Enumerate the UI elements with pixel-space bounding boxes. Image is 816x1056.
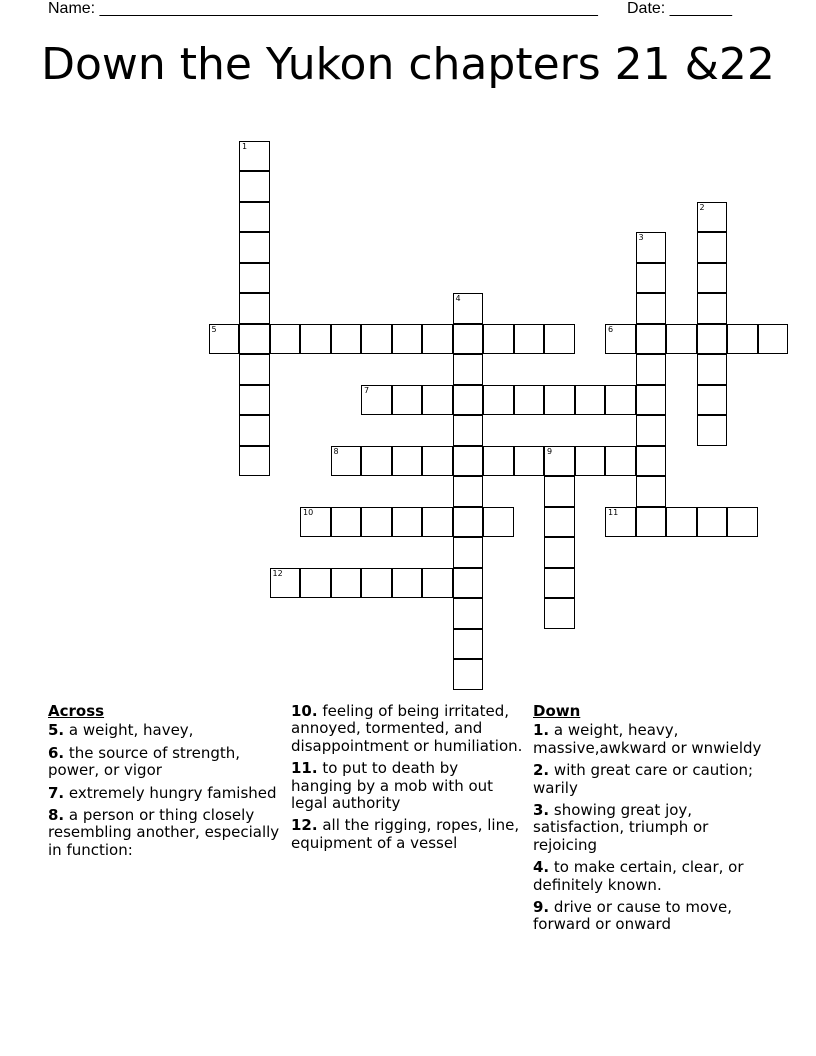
clue-text: to put to death by hanging by a mob with out legal authority bbox=[291, 759, 494, 813]
grid-cell[interactable] bbox=[392, 507, 423, 538]
grid-cell[interactable] bbox=[483, 385, 514, 416]
cell-number: 1 bbox=[242, 141, 248, 151]
clue-across-6 bbox=[48, 745, 280, 780]
grid-cell[interactable] bbox=[697, 263, 728, 294]
cell-number: 8 bbox=[333, 446, 339, 456]
cell-number: 10 bbox=[303, 507, 314, 517]
grid-cell[interactable] bbox=[636, 476, 667, 507]
grid-cell[interactable] bbox=[453, 293, 484, 324]
down-heading: Down bbox=[533, 702, 581, 720]
grid-cell[interactable] bbox=[239, 263, 270, 294]
down-clues-column bbox=[533, 703, 765, 939]
clue-text: to make certain, clear, or definitely known. bbox=[533, 858, 744, 894]
grid-cell[interactable] bbox=[453, 537, 484, 568]
grid-cell[interactable] bbox=[544, 598, 575, 629]
grid-cell[interactable] bbox=[575, 385, 606, 416]
cell-number: 3 bbox=[638, 233, 644, 242]
grid-cell[interactable] bbox=[544, 537, 575, 568]
grid-cell[interactable] bbox=[300, 507, 331, 538]
clue-down-1 bbox=[533, 722, 765, 757]
clue-number: 1. bbox=[533, 721, 550, 740]
grid-cell[interactable] bbox=[239, 446, 270, 477]
grid-cell[interactable] bbox=[636, 263, 667, 294]
clue-across-5 bbox=[48, 722, 280, 739]
grid-cell[interactable] bbox=[270, 324, 301, 355]
grid-cell[interactable] bbox=[270, 568, 301, 599]
clue-text: all the rigging, ropes, line, equipment of a vessel bbox=[291, 816, 520, 852]
grid-cell[interactable] bbox=[636, 446, 667, 477]
clue-number: 6. bbox=[48, 743, 65, 762]
grid-cell[interactable] bbox=[605, 446, 636, 477]
clue-text: a weight, heavy, massive,awkward or wnwieldy bbox=[533, 721, 762, 757]
grid-cell[interactable] bbox=[697, 232, 728, 263]
grid-cell[interactable] bbox=[239, 415, 270, 446]
grid-cell[interactable] bbox=[544, 385, 575, 416]
clue-across-11 bbox=[291, 760, 523, 812]
grid-cell[interactable] bbox=[422, 446, 453, 477]
grid-cell[interactable] bbox=[361, 446, 392, 477]
grid-cell[interactable] bbox=[361, 507, 392, 538]
grid-cell[interactable] bbox=[331, 324, 362, 355]
grid-cell[interactable] bbox=[392, 446, 423, 477]
grid-cell[interactable] bbox=[361, 324, 392, 355]
grid-cell[interactable] bbox=[636, 507, 667, 538]
cell-number: 12 bbox=[272, 568, 283, 578]
grid-cell[interactable] bbox=[483, 507, 514, 538]
grid-cell[interactable] bbox=[514, 385, 545, 416]
grid-cell[interactable] bbox=[636, 232, 667, 263]
clue-down-9 bbox=[533, 899, 765, 934]
clue-number: 4. bbox=[533, 858, 550, 877]
grid-cell[interactable] bbox=[697, 385, 728, 416]
grid-cell[interactable] bbox=[697, 324, 728, 355]
cell-number: 2 bbox=[699, 202, 705, 212]
grid-cell[interactable] bbox=[514, 446, 545, 477]
grid-cell[interactable] bbox=[453, 476, 484, 507]
grid-cell[interactable] bbox=[453, 446, 484, 477]
clue-down-2 bbox=[533, 762, 765, 797]
grid-cell[interactable] bbox=[422, 324, 453, 355]
clue-text: a person or thing closely resembling another, especially in function: bbox=[48, 806, 280, 859]
grid-cell[interactable] bbox=[666, 324, 697, 355]
grid-cell[interactable] bbox=[453, 598, 484, 629]
grid-cell[interactable] bbox=[636, 324, 667, 355]
grid-cell[interactable] bbox=[239, 385, 270, 416]
grid-cell[interactable] bbox=[697, 202, 728, 233]
grid-cell[interactable] bbox=[544, 476, 575, 507]
grid-cell[interactable] bbox=[239, 202, 270, 233]
grid-cell[interactable] bbox=[331, 446, 362, 477]
across-heading: Across bbox=[48, 702, 105, 720]
grid-cell[interactable] bbox=[666, 507, 697, 538]
clue-number: 10. bbox=[291, 702, 318, 720]
across-clues-continued-column bbox=[291, 703, 523, 857]
grid-cell[interactable] bbox=[697, 354, 728, 385]
grid-cell[interactable] bbox=[636, 385, 667, 416]
cell-number: 6 bbox=[608, 324, 614, 334]
clue-text: with great care or caution; warily bbox=[533, 761, 754, 797]
grid-cell[interactable] bbox=[636, 293, 667, 324]
grid-cell[interactable] bbox=[361, 385, 392, 416]
grid-cell[interactable] bbox=[544, 446, 575, 477]
grid-cell[interactable] bbox=[514, 324, 545, 355]
clue-number: 5. bbox=[48, 721, 65, 740]
grid-cell[interactable] bbox=[239, 141, 270, 172]
grid-cell[interactable] bbox=[361, 568, 392, 599]
grid-cell[interactable] bbox=[422, 507, 453, 538]
grid-cell[interactable] bbox=[422, 385, 453, 416]
grid-cell[interactable] bbox=[239, 354, 270, 385]
grid-cell[interactable] bbox=[209, 324, 240, 355]
grid-cell[interactable] bbox=[453, 324, 484, 355]
grid-cell[interactable] bbox=[453, 629, 484, 660]
grid-cell[interactable] bbox=[453, 354, 484, 385]
clue-number: 9. bbox=[533, 898, 550, 917]
grid-cell[interactable] bbox=[392, 385, 423, 416]
grid-cell[interactable] bbox=[300, 568, 331, 599]
grid-cell[interactable] bbox=[544, 324, 575, 355]
grid-cell[interactable] bbox=[453, 415, 484, 446]
cell-number: 11 bbox=[608, 507, 619, 517]
grid-cell[interactable] bbox=[239, 324, 270, 355]
clue-across-7 bbox=[48, 785, 280, 802]
grid-cell[interactable] bbox=[636, 354, 667, 385]
grid-cell[interactable] bbox=[483, 446, 514, 477]
clue-text: drive or cause to move, forward or onward bbox=[533, 898, 733, 934]
grid-cell[interactable] bbox=[727, 507, 758, 538]
clue-number: 12. bbox=[291, 816, 318, 835]
clue-number: 7. bbox=[48, 783, 65, 802]
clue-text: the source of strength, power, or vigor bbox=[48, 743, 241, 780]
clue-number: 3. bbox=[533, 801, 550, 820]
grid-cell[interactable] bbox=[544, 568, 575, 599]
grid-cell[interactable] bbox=[605, 324, 636, 355]
grid-cell[interactable] bbox=[453, 568, 484, 599]
grid-cell[interactable] bbox=[239, 171, 270, 202]
cell-number: 4 bbox=[455, 294, 461, 303]
clue-down-3 bbox=[533, 802, 765, 854]
clue-number: 11. bbox=[291, 759, 318, 778]
clue-across-8 bbox=[48, 807, 280, 859]
grid-cell[interactable] bbox=[331, 568, 362, 599]
grid-cell[interactable] bbox=[300, 324, 331, 355]
grid-cell[interactable] bbox=[758, 324, 789, 355]
date-field-label: Date: _______ bbox=[627, 0, 732, 17]
grid-cell[interactable] bbox=[239, 232, 270, 263]
grid-cell[interactable] bbox=[697, 507, 728, 538]
cell-number: 9 bbox=[547, 446, 553, 456]
grid-cell[interactable] bbox=[392, 568, 423, 599]
clue-text: a weight, havey, bbox=[68, 721, 194, 740]
cell-number: 7 bbox=[364, 385, 370, 395]
clue-text: showing great joy, satisfaction, triumph or rejoicing bbox=[533, 801, 709, 854]
grid-cell[interactable] bbox=[605, 385, 636, 416]
grid-cell[interactable] bbox=[483, 324, 514, 355]
grid-cell[interactable] bbox=[392, 324, 423, 355]
grid-cell[interactable] bbox=[544, 507, 575, 538]
clue-down-4 bbox=[533, 859, 765, 894]
grid-cell[interactable] bbox=[697, 415, 728, 446]
page-title: Down the Yukon chapters 21 &22 bbox=[41, 39, 775, 90]
grid-cell[interactable] bbox=[453, 659, 484, 690]
grid-cell[interactable] bbox=[239, 293, 270, 324]
grid-cell[interactable] bbox=[727, 324, 758, 355]
grid-cell[interactable] bbox=[575, 446, 606, 477]
grid-cell[interactable] bbox=[422, 568, 453, 599]
grid-cell[interactable] bbox=[605, 507, 636, 538]
grid-cell[interactable] bbox=[636, 415, 667, 446]
clue-text: extremely hungry famished bbox=[68, 783, 277, 802]
name-field-label: Name: ________________________________________________________ bbox=[48, 0, 598, 17]
grid-cell[interactable] bbox=[453, 507, 484, 538]
clue-number: 2. bbox=[533, 761, 550, 780]
cell-number: 5 bbox=[211, 324, 217, 334]
grid-cell[interactable] bbox=[331, 507, 362, 538]
across-clues-column bbox=[48, 703, 280, 864]
clue-across-12 bbox=[291, 817, 523, 852]
grid-cell[interactable] bbox=[697, 293, 728, 324]
clue-across-10 bbox=[291, 703, 523, 755]
clue-text: feeling of being irritated, annoyed, tormented, and disappointment or humiliation. bbox=[291, 702, 523, 755]
grid-cell[interactable] bbox=[453, 385, 484, 416]
clue-number: 8. bbox=[48, 806, 65, 825]
